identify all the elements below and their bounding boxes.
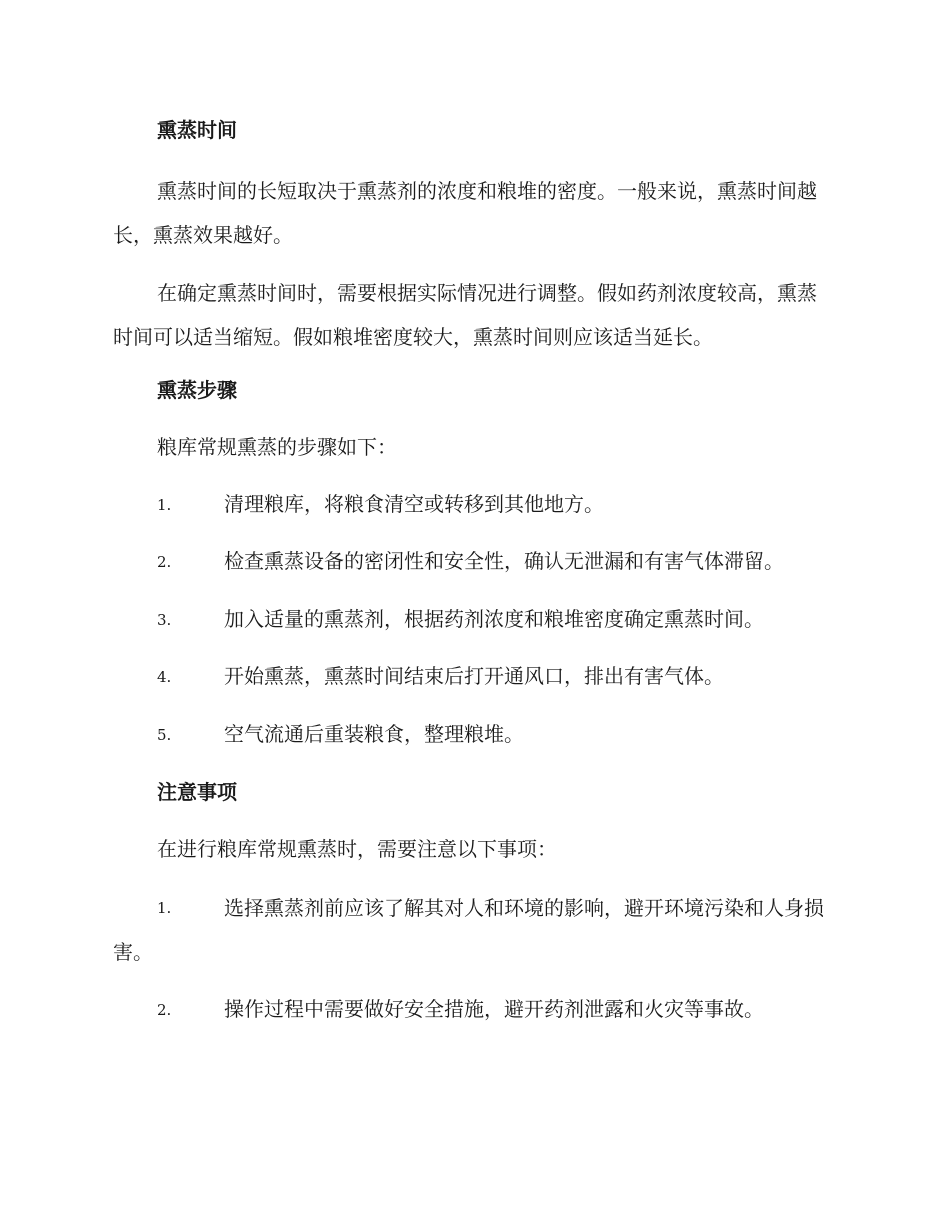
list-item-number: 1.: [157, 899, 172, 917]
list-item: 清理粮库，将粮食清空或转移到其他地方。: [224, 492, 604, 516]
section-heading-precautions: 注意事项: [157, 780, 237, 804]
list-item: 操作过程中需要做好安全措施，避开药剂泄露和火灾等事故。: [224, 997, 764, 1021]
precautions-intro: 在进行粮库常规熏蒸时，需要注意以下事项：: [157, 837, 557, 861]
list-item: 加入适量的熏蒸剂，根据药剂浓度和粮堆密度确定熏蒸时间。: [224, 607, 764, 631]
paragraph-fumigation-time-1: 熏蒸时间的长短取决于熏蒸剂的浓度和粮堆的密度。一般来说，熏蒸时间越长，熏蒸效果越好。: [113, 179, 817, 247]
list-item: 检查熏蒸设备的密闭性和安全性，确认无泄漏和有害气体滞留。: [224, 549, 784, 573]
list-item: 开始熏蒸，熏蒸时间结束后打开通风口，排出有害气体。: [224, 664, 724, 688]
list-item-number: 1.: [157, 496, 172, 514]
paragraph-fumigation-time-2: 在确定熏蒸时间时，需要根据实际情况进行调整。假如药剂浓度较高，熏蒸时间可以适当缩短。假如粮堆密度较大，熏蒸时间则应该适当延长。: [113, 281, 817, 349]
list-item-number: 3.: [157, 611, 172, 629]
section-heading-fumigation-steps: 熏蒸步骤: [157, 378, 237, 402]
list-item-number: 2.: [157, 553, 172, 571]
list-item: 空气流通后重装粮食，整理粮堆。: [224, 722, 524, 746]
list-item-text: 选择熏蒸剂前应该了解其对人和环境的影响，避开环境污染和人身损害。: [113, 896, 824, 964]
section-heading-fumigation-time: 熏蒸时间: [157, 118, 237, 142]
steps-intro: 粮库常规熏蒸的步骤如下：: [157, 435, 397, 459]
list-item-number: 4.: [157, 668, 172, 686]
list-item-number: 5.: [157, 726, 172, 744]
list-item: [113, 886, 835, 974]
list-item-number: 2.: [157, 1001, 172, 1019]
